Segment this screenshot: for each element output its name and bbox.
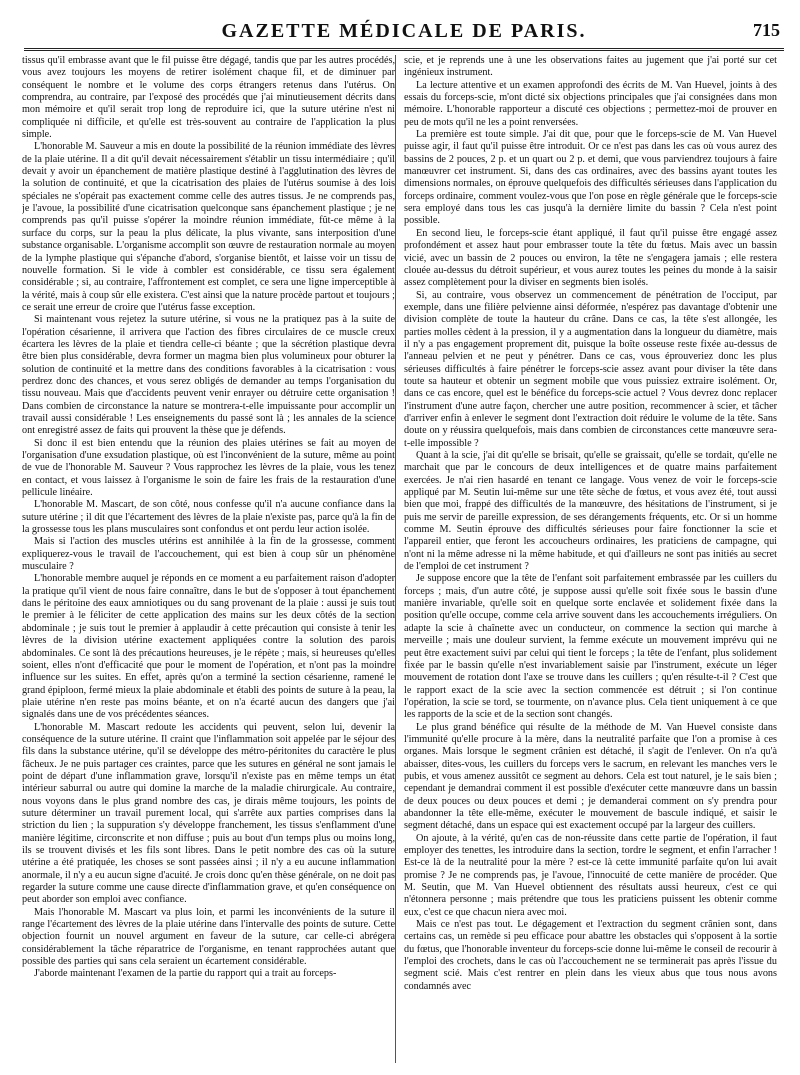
paragraph: Je suppose encore que la tête de l'enfant soit parfaitement embrassée par les cuillers du forceps ; mais, d'un autre côté, je suppose aussi qu'elle soit fixée sous le bassin d'une manière invariable, qu'elle soit en quelque sorte enclavée et solidement fixée dans la position qu'elle occupe, comme cela arrive souvent dans les accouchements irréguliers. On adapte la scie à chaînette avec un conducteur, on commence la section qui marche à merveille ; mais une douleur survient, la femme exécute un mouvement imprévu qui ne peut être exactement suivi par celui qui tient le forceps ; la tête de l'enfant, plus solidement fixée par le bassin qu'elle n'est invariablement saisie par l'instrument, exécute un léger mouvement de rotation dont l'axe se trouve dans les cuillers ; qu'en résulte-t-il ? C'est que le rapport exact de la scie avec la section commencée est détruit ; si l'on continue l'opération, la scie se tord, se tourmente, on n'avance plus. Cela tient uniquement à ce que les rapports de la scie et de la section sont changés. xyxy=(404,573,777,721)
paragraph: L'honorable membre auquel je réponds en ce moment a eu parfaitement raison d'adopter la pratique qu'il vient de nous faire connaître, dans le but de s'opposer à tout épanchement dans le péritoine des eaux amniotiques ou du sang provenant de la plaie : aussi je suis tout le premier à le féliciter de cette application des mains sur les deux côtés de la section abdominale ; je suis tout le premier à applaudir à cette précaution qui consiste à tenir les lèvres de la division utérine exactement appliquées contre la solution des parois abdominales. Ce sont là des précautions heureuses, je le répète ; mais, si heureuses qu'elles soient, elles n'ont d'efficacité que pour le moment de l'opération, et n'ont pas la moindre influence sur les suites. En effet, après qu'on a terminé la section césarienne, ramené le grand épiploon, fermé mieux la plaie abdominale et établi des points de suture à la peau, la plaie utérine n'en reste pas moins béante, et on n'a écarté aucun des dangers que j'ai signalés dans une de vos précédentes séances. xyxy=(22,573,395,721)
paragraph: La lecture attentive et un examen approfondi des écrits de M. Van Huevel, joints à des essais du forceps-scie, m'ont dicté six objections principales que j'ai consignées dans mon mémoire. L'honorable rapporteur a discuté ces objections ; permettez-moi de prouver en peu de mots qu'il ne les a point renversées. xyxy=(404,79,777,128)
header-rule xyxy=(24,48,784,51)
paragraph: Si maintenant vous rejetez la suture utérine, si vous ne la pratiquez pas à la suite de l'opération césarienne, il arrivera que l'action des fibres circulaires de ce muscle creux écartera les lèvres de la plaie et tiendra celle-ci béante ; que la sécrétion plastique devra être bien plus considérable, devra former un magma bien plus volumineux pour obturer la solution de continuité et la mettre dans des conditions favorables à la cicatrisation : vous perdrez donc des chances, et vous serez obligés de demander au temps l'organisation du tissu nouveau. Mais que d'accidents peuvent venir enrayer ou détruire cette organisation ! Dans combien de circonstance la nature se montrera-t-elle impuissante pour accomplir un travail aussi considérable ! Les enseignements du passé sont là ; les annales de la science ont enregistré assez de faits qui prouvent la thèse que je défends. xyxy=(22,314,395,437)
paragraph: Mais l'honorable M. Mascart va plus loin, et parmi les inconvénients de la suture il range l'écartement des lèvres de la plaie utérine dans l'intervalle des points de suture. Cette objection fournit un nouvel argument en faveur de la suture, car celle-ci abrégera considérablement la tâche réparatrice de l'organisme, en tenant rapprochées autant que possible des parties qui sans cela seraient un écartement considérable. xyxy=(22,906,395,968)
paragraph: L'honorable M. Mascart redoute les accidents qui peuvent, selon lui, devenir la conséquence de la suture utérine. Il craint que l'inflammation soit appelée par le séjour des fils dans la substance utérine, qu'il se développe des métro-péritonites du caractère le plus fâcheux. Je ne puis partager ces craintes, parce que les sutures en général ne sont jamais le point de départ d'une inflammation grave, lorsqu'il n'existe pas en même temps un état intérieur saburral ou autre qui domine la marche de la maladie chirurgicale. Au contraire, nous voyons dans le plus grand nombre des cas, je dirais même toujours, les points de suture déterminer un travail purement local, qui s'arrête aux parties comprises dans la striction du lien ; la suppuration s'y développe franchement, les tissus s'enflamment d'une manière légitime, circonscrite et non diffuse ; puis au bout d'un temps plus ou moins long, ils se trouvent divisés et les fils sont libres. Dans le petit nombre des cas où la suture utérine a été pratiquée, les choses se sont passées ainsi ; il n'y a eu aucune inflammation anormale, il n'y a eu aucun signe d'acuité. Je crois donc qu'en thèse générale, on ne doit pas regarder la suture comme une cause directe d'inflammation grave, et qu'en conséquence on peut aborder son emploi avec confiance. xyxy=(22,721,395,906)
paragraph: La première est toute simple. J'ai dit que, pour que le forceps-scie de M. Van Huevel puisse agir, il faut qu'il puisse être introduit. Or ce n'est pas dans les cas où vous aurez des bassins de 2 pouces, 2 p. et un quart ou 2 p. et demi, que vous parviendrez toujours à faire manœuvrer cet instrument. Si, dans des cas ordinaires, avec des bassins ayant toutes les dimensions normales, on éprouve quelquefois des difficultés sérieuses dans l'application du forceps ordinaire, comment voulez-vous que l'on pose en règle générale que le forceps-scie sera employé dans tous les cas jusqu'à la dernière limite du bassin ? Cela n'est point possible. xyxy=(404,129,777,227)
paragraph: En second lieu, le forceps-scie étant appliqué, il faut qu'il puisse être engagé assez profondément et assez haut pour embrasser toute la tête du fœtus. Mais avec un bassin vicié, avec un bassin de 2 pouces ou environ, la tête ne s'engagera jamais ; elle restera clouée au-dessus du détroit supérieur, et vous aurez toutes les peines du monde à la saisir assez complètement pour la diviser en segments bien isolés. xyxy=(404,227,777,289)
page-header xyxy=(24,20,784,44)
paragraph: J'aborde maintenant l'examen de la partie du rapport qui a trait au forceps- xyxy=(34,968,337,980)
paragraph: L'honorable M. Mascart, de son côté, nous confesse qu'il n'a aucune confiance dans la suture utérine ; il dit que l'écartement des lèvres de la plaie n'existe pas, parce qu'à la fin de la grossesse tous les plans musculaires sont confondus et ont perdu leur action isolée. xyxy=(22,499,395,536)
paragraph: Mais si l'action des muscles utérins est annihilée à la fin de la grossesse, comment expliquerez-vous le travail de l'accouchement, qui est bien à coup sûr un phénomène musculaire ? xyxy=(22,536,395,573)
paragraph: L'honorable M. Sauveur a mis en doute la possibilité de la réunion immédiate des lèvres de la plaie utérine. Il a dit qu'il devait nécessairement s'établir un tissu intermédiaire ; qu'il devait y avoir un épanchement de matière plastique destiné à l'agglutination des lèvres de la solution de continuité, et que la cicatrisation des plaies de l'utérus soumise à des lois spéciales ne s'opérait pas exactement comme celle des autres tissus. Je ne comprends pas, je l'avoue, la possibilité d'une cicatrisation quelconque sans épanchement plastique ; je ne comprends pas qu'il puisse s'opérer la moindre réunion immédiate, fût-ce même à la surface du corps, sur la peau la plus délicate, la plus vivante, sans interposition d'une substance organisable. L'organisme accomplit son œuvre de restauration normale au moyen de la lymphe plastique qui s'épanche d'abord, s'organise bientôt, et laisse voir un tissu de nouvelle formation. Si le vide à combler est considérable, ce tissu sera également considérable ; si, au contraire, l'affrontement est complet, ce sera une ligne imperceptible à la vérité, mais à coup sûr elle existera. C'est ainsi que la nature procède partout et toujours ; ce serait une erreur de croire que l'utérus fasse exception. xyxy=(22,141,395,313)
journal-title: GAZETTE MÉDICALE DE PARIS. xyxy=(221,20,587,42)
paragraph: Si, au contraire, vous observez un commencement de pénétration de l'occiput, par exemple, dans une filière pelvienne ainsi déformée, n'espérez pas davantage d'obtenir une division complète de toute la hauteur du crâne. Dans ce cas, la tête s'est allongée, les parties molles cèdent à la pression, il y a augmentation dans la longueur du diamètre, mais il n'y a pas engagement proprement dit, puisque la boîte osseuse reste fixée au-dessus de l'anneau pelvien et ne peut y pénétrer. Dans ce cas, vous éprouveriez donc les plus sérieuses difficultés à faire pénétrer le forceps-scie assez avant pour diviser la tête dans toute sa hauteur et obtenir un segment mobile que vous puissiez extraire isolément. Or, dans ce cas encore, quel est le bénéfice du forceps-scie actuel ? Vous devrez donc replacer l'instrument d'une autre façon, chercher une autre position, recommencer à scier, et tâcher d'arriver enfin à enlever le segment dont l'extraction doit réduire le volume de la tête. Sans doute on y réussira quelquefois, mais dans combien de circonstances cette manœuvre sera-t-elle impossible ? xyxy=(404,289,777,449)
paragraph: Si donc il est bien entendu que la réunion des plaies utérines se fait au moyen de l'organisation d'une exsudation plastique, où est l'inconvénient de la suture, même au point de vue de l'honorable M. Sauveur ? Vous rapprochez les lèvres de la plaie, vous les tenez en contact, et vous laissez à l'organisme le soin de faire les frais de la restauration d'une pellicule linéaire. xyxy=(22,437,395,499)
right-column xyxy=(404,55,777,1065)
paragraph: On ajoute, à la vérité, qu'en cas de non-réussite dans cette partie de l'opération, il faut employer des tenettes, les introduire dans la section, tordre le segment, et enfin l'arracher ! Est-ce là de la neutralité pour la mère ? est-ce là cette immunité parfaite qu'on lui avait promise ? Je ne comprends pas, je l'avoue, l'innocuité de cette manière de procéder. Que M. Seutin, que M. Van Huevel obtiennent des résultats aussi heureux, c'est ce qui n'étonnera personne ; mais prétendre que tous les praticiens puissent les obtenir comme eux, c'est ce que chacun niera avec moi. xyxy=(404,832,777,918)
paragraph: Mais ce n'est pas tout. Le dégagement et l'extraction du segment crânien sont, dans certains cas, un remède si peu efficace pour abattre les obstacles qui s'opposent à la sortie du fœtus, que l'honorable inventeur du forceps-scie donne lui-même le conseil de recourir à l'emploi des crochets, dans le cas où l'accouchement ne se terminerait pas après l'issue du segment scié. Mais c'est rentrer en plein dans les vieux abus que tous nous avons condamnés avec xyxy=(404,919,777,992)
paragraph: scie, et je reprends une à une les observations faites au jugement que j'ai porté sur cet ingénieux instrument. xyxy=(404,55,777,79)
paragraph: tissus qu'il embrasse avant que le fil puisse être dégagé, tandis que par les autres procédés, vous avez toujours les moyens de retirer isolément chaque fil, et de diminuer par conséquent le nombre et le volume des corps étrangers retenus dans l'utérus. On comprendra, au contraire, par l'exposé des procédés que j'ai minutieusement décrits dans mon mémoire et qu'il serait trop long de reproduire ici, que la suture utérine n'est ni compliquée ni difficile, et qu'elle est très-souvent au contraire de l'application la plus simple. xyxy=(22,55,395,141)
column-divider xyxy=(395,55,396,1063)
paragraph: Le plus grand bénéfice qui résulte de la méthode de M. Van Huevel consiste dans l'immunité qu'elle procure à la mère, dans la neutralité parfaite que l'on a promise à ces organes. Mais lorsque le segment crânien est détaché, il s'agit de l'enlever. On n'a qu'à abaisser, dites-vous, les cuillers du forceps vers le sacrum, en relevant les manches vers le pubis, et vous amenez aussitôt ce segment au dehors. Cela est tout naturel, je le sais bien ; cependant je demandrai comment il est possible d'exécuter cette manœuvre dans un bassin de deux pouces ou deux pouces et demi ; je demanderai comment on s'y prendra pour abandonner la tête elle-même, exécuter le mouvement de bascule indiqué, et saisir le segment détaché, dans un espace qui est exactement occupé par la largeur des cuillers. xyxy=(404,721,777,832)
paragraph: Quant à la scie, j'ai dit qu'elle se brisait, qu'elle se graissait, qu'elle se tordait, qu'elle ne marchait que par le concours de deux intelligences et de quatre mains parfaitement exercées. Je n'ai rien hasardé en tenant ce langage. Vous venez de voir le forceps-scie appliqué par M. Seutin lui-même sur une tête sèche de fœtus, et vous avez été, tout aussi bien que moi, frappé des difficultés de la manœuvre, des hésitations de l'instrument, si je puis me servir de pareille expression, de ses dérangements fréquents, etc. Or si un homme comme M. Seutin éprouve des difficultés sérieuses pour faire fonctionner la scie et l'appareil entier, que feront les accoucheurs ordinaires, les praticiens de campagne, qui n'ont ni la même adresse ni la même habitude, et qui d'ailleurs ne sont pas initiés au secret de l'emploi de cet instrument ? xyxy=(404,450,777,573)
left-column xyxy=(22,55,395,1065)
page-number: 715 xyxy=(753,20,780,40)
